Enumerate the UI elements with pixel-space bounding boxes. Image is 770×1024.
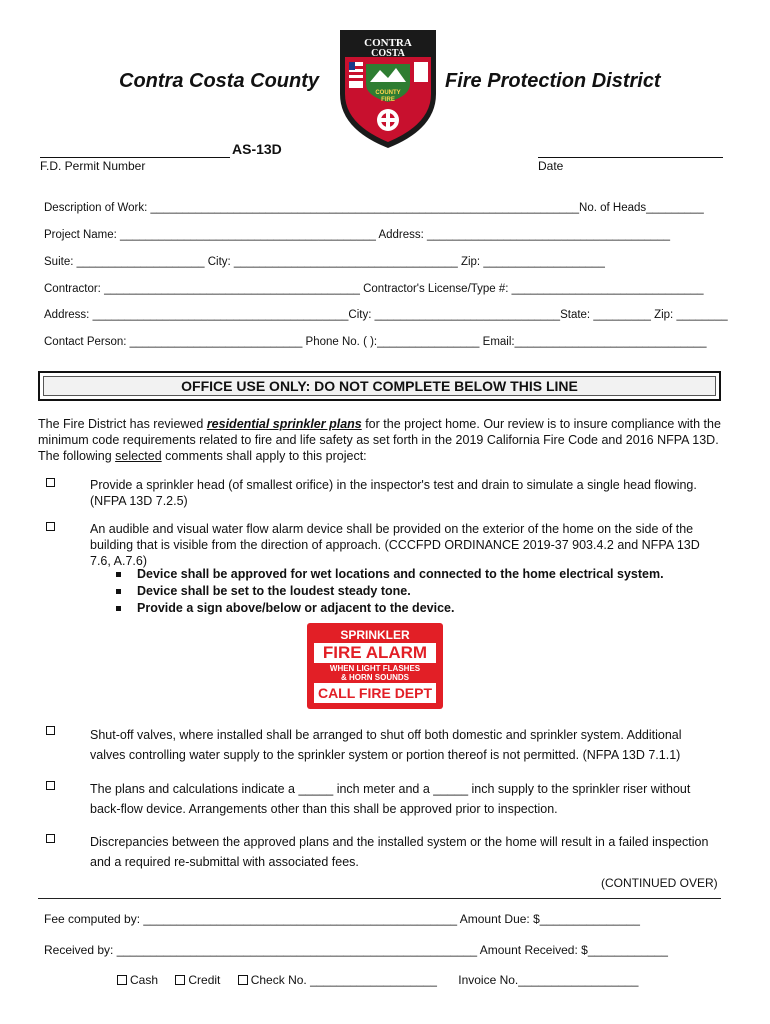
logo-text-center2: FIRE — [381, 97, 395, 103]
fee-computed-field[interactable]: Fee computed by: _______________________________________________ Amount Due: $_______________ — [44, 912, 640, 926]
sign-line-2: FIRE ALARM — [314, 643, 436, 663]
item-3-checkbox[interactable] — [46, 726, 55, 735]
bullet-3-text: Provide a sign above/below or adjacent to the device. — [137, 601, 455, 615]
item-5-checkbox[interactable] — [46, 834, 55, 843]
cash-option[interactable] — [117, 973, 158, 987]
bullet-2 — [116, 584, 411, 598]
right-title: Fire Protection District — [445, 70, 661, 92]
project-name-field[interactable]: Project Name: ________________________________________ Address: ______________________________________ — [44, 229, 671, 241]
cash-label: Cash — [130, 973, 159, 987]
item-4-text: The plans and calculations indicate a _____ inch meter and a _____ inch supply to the sprinkler riser without back-flow device. Arrangements other than this shall be approved prior to inspection. — [90, 782, 691, 816]
fire-district-logo — [336, 24, 440, 150]
permit-number-label: F.D. Permit Number — [40, 159, 146, 173]
item-5-text: Discrepancies between the approved plans and the installed system or the home will result in a failed inspection and a required re-submittal with associated fees. — [90, 835, 709, 869]
check-option[interactable] — [238, 973, 437, 987]
received-by-field[interactable]: Received by: ______________________________________________________ Amount Received: $____________ — [44, 943, 668, 957]
invoice-field[interactable]: Invoice No.__________________ — [458, 973, 639, 987]
bullet-1-text: Device shall be approved for wet locations and connected to the home electrical system. — [137, 567, 664, 581]
description-of-work-field[interactable]: Description of Work: ___________________________________________________________________No. of Heads_________ — [44, 202, 704, 214]
sign-line-3: WHEN LIGHT FLASHES — [329, 664, 421, 673]
cash-checkbox[interactable] — [117, 975, 127, 985]
date-label: Date — [538, 159, 564, 173]
logo-text-top: CONTRA — [364, 37, 412, 49]
item-2-text: An audible and visual water flow alarm device shall be provided on the exterior of the home on the side of the building that is visible from the direction of approach. (CCCFPD ORDINANCE 2019-37 903.4.2 and NFPA 13D 7.6, A.7.6) — [90, 522, 700, 568]
suite-city-zip-field[interactable]: Suite: ____________________ City: ___________________________________ Zip: ___________________ — [44, 256, 605, 268]
bullet-square-icon — [116, 572, 121, 577]
item-4-checkbox[interactable] — [46, 781, 55, 790]
bullet-1 — [116, 567, 664, 581]
intro-text-1: The Fire District has reviewed — [38, 417, 207, 431]
sign-line-4: & HORN SOUNDS — [340, 673, 409, 682]
payment-row — [117, 973, 638, 987]
continued-over: (CONTINUED OVER) — [601, 876, 718, 890]
bullet-2-text: Device shall be set to the loudest steady tone. — [137, 584, 411, 598]
bullet-square-icon — [116, 606, 121, 611]
logo-text-second: COSTA — [371, 48, 405, 59]
sign-line-5: CALL FIRE DEPT — [314, 683, 436, 703]
office-use-banner — [38, 371, 721, 401]
check-checkbox[interactable] — [238, 975, 248, 985]
credit-checkbox[interactable] — [175, 975, 185, 985]
permit-number-line[interactable] — [40, 157, 230, 158]
bullet-3 — [116, 601, 454, 615]
contractor-field[interactable]: Contractor: ________________________________________ Contractor's License/Type #: ______________________________ — [44, 283, 704, 295]
sign-line-1: SPRINKLER — [340, 628, 410, 642]
contact-person-field[interactable]: Contact Person: ___________________________ Phone No. ( ):________________ Email:______________________________ — [44, 336, 707, 348]
item-1-text: Provide a sprinkler head (of smallest orifice) in the inspector's test and drain to simulate a single head flowing. (NFPA 13D 7.2.5) — [90, 478, 697, 508]
check-label: Check No. ___________________ — [250, 973, 437, 987]
credit-label: Credit — [188, 973, 221, 987]
bullet-square-icon — [116, 589, 121, 594]
intro-text-3: comments shall apply to this project: — [161, 449, 367, 463]
item-3-text: Shut-off valves, where installed shall be arranged to shut off both domestic and sprinkler system. Additional valves controlling water supply to the sprinkler system or portion thereof is not permitted. (NFPA 13D 7.1.1) — [90, 728, 682, 762]
item-2-checkbox[interactable] — [46, 522, 55, 531]
intro-text-2: for the project home. Our review is to insure compliance with the minimum code requirements related to fire and life safety as set forth in the 2019 California Fire Code and 2016 NFPA 13D. The following — [38, 417, 721, 463]
date-line[interactable] — [538, 157, 723, 158]
address-field[interactable]: Address: ________________________________________City: _____________________________State: _________ Zip: ________ — [44, 309, 728, 321]
intro-underline: selected — [115, 449, 162, 463]
form-code: AS-13D — [232, 141, 282, 157]
divider — [38, 898, 721, 899]
credit-option[interactable] — [175, 973, 220, 987]
office-use-text: OFFICE USE ONLY: DO NOT COMPLETE BELOW THIS LINE — [43, 376, 716, 396]
sprinkler-fire-alarm-sign — [307, 623, 443, 709]
intro-bold: residential sprinkler plans — [206, 417, 362, 431]
left-title: Contra Costa County — [119, 70, 319, 92]
intro-paragraph — [38, 416, 728, 464]
item-1-checkbox[interactable] — [46, 478, 55, 487]
logo-text-center: COUNTY — [375, 90, 401, 96]
